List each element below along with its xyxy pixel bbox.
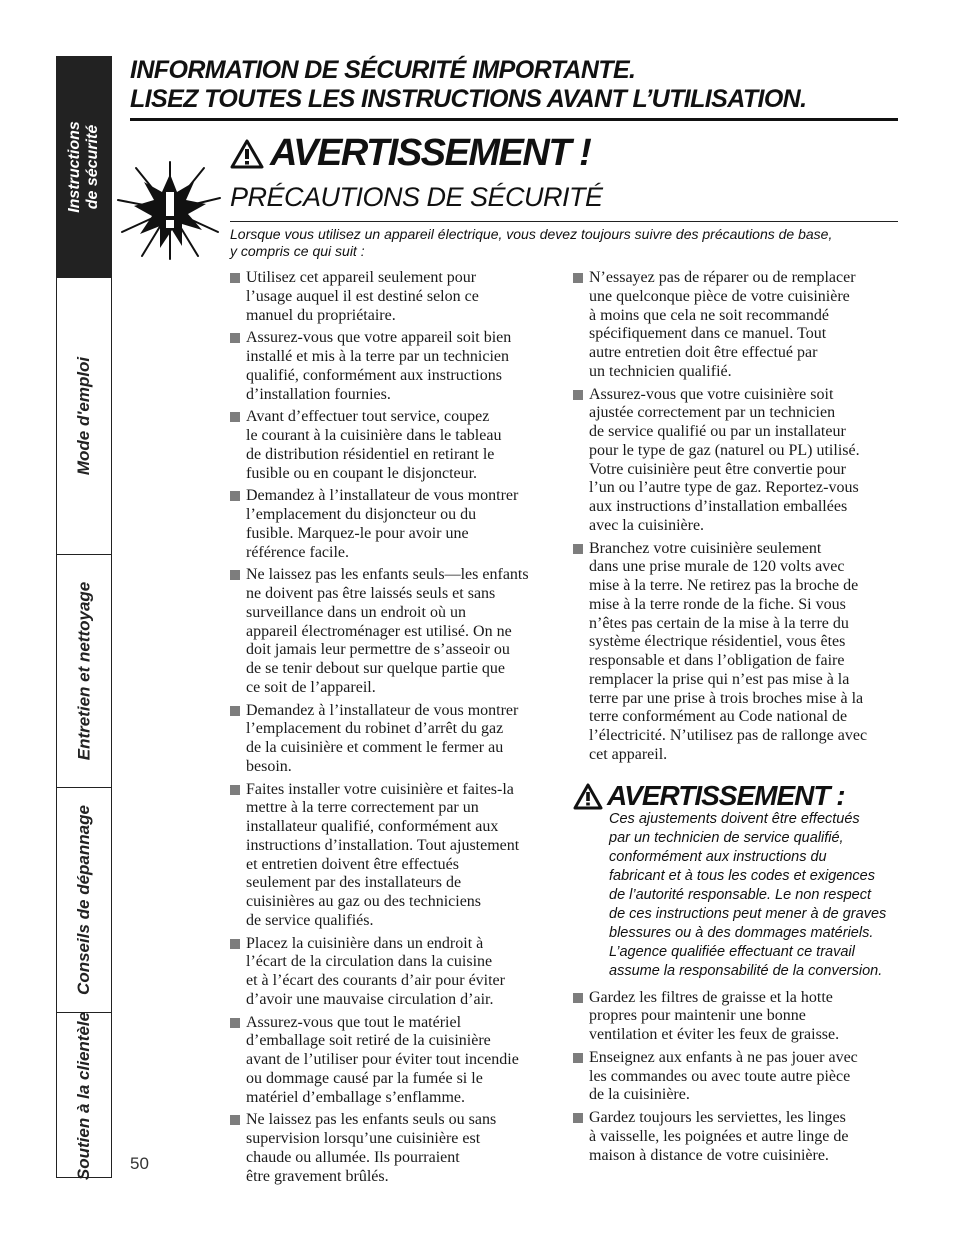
list-item-line: doit jamais leur permettre de s’asseoir ou — [246, 641, 510, 659]
list-item-line: Enseignez aux enfants à ne pas jouer avec — [589, 1048, 858, 1066]
subtitle-divider — [230, 221, 898, 222]
list-item-line: aux instructions d’installation emballées — [589, 498, 848, 515]
header-line-1: INFORMATION DE SÉCURITÉ IMPORTANTE. — [130, 56, 636, 84]
list-item-line: appareil électroménager est utilisé. On ne — [246, 622, 512, 640]
tab-soutien-a-la-clientele[interactable] — [57, 1013, 111, 1179]
list-item-line: Demandez à l’installateur de vous montrer — [246, 487, 519, 505]
inner-warning-line: Ces ajustements doivent être effectués — [609, 810, 860, 827]
square-bullet-icon — [230, 785, 240, 795]
list-item — [573, 386, 899, 536]
list-item-line: installé et mis à la terre par un technicien — [246, 348, 509, 365]
inner-warning-line: conformément aux instructions du — [609, 848, 827, 865]
warning-subtitle: PRÉCAUTIONS DE SÉCURITÉ — [230, 182, 603, 212]
list-item-line: Utilisez cet appareil seulement pour — [246, 269, 477, 286]
square-bullet-icon — [230, 333, 240, 343]
list-item-line: autre entretien doit être effectué par — [589, 344, 818, 361]
square-bullet-icon — [230, 939, 240, 949]
list-item — [230, 487, 552, 562]
exclamation-burst-icon — [116, 160, 224, 260]
list-item-line: être gravement brûlés. — [246, 1167, 389, 1185]
inner-warning-line: assume la responsabilité de la conversion. — [609, 962, 883, 979]
list-item-line: le courant à la cuisinière dans le tableau — [246, 427, 502, 444]
list-item-line: remplacer la prise qui n’est pas mise à la — [589, 670, 850, 688]
square-bullet-icon — [230, 491, 240, 501]
list-item-line: Ne laissez pas les enfants seuls ou sans — [246, 1111, 497, 1129]
list-item — [573, 1049, 899, 1105]
list-item-line: matériel d’emballage s’enflamme. — [246, 1088, 466, 1106]
tab-label: Instructions de sécurité — [66, 121, 101, 213]
page-header — [130, 56, 806, 114]
tab-instructions-de-securite[interactable] — [57, 57, 111, 278]
warning-title — [230, 132, 590, 175]
list-item-line: Avant d’effectuer tout service, coupez — [246, 408, 490, 426]
list-item-line: d’installation fournies. — [246, 385, 391, 403]
tab-entretien-et-nettoyage[interactable] — [57, 555, 111, 788]
list-item-line: Gardez les filtres de graisse et la hotte — [589, 988, 833, 1006]
list-item-line: installateur qualifié, conformément aux — [246, 818, 499, 835]
list-item-line: n’êtes pas certain de la mise à la terre du — [589, 614, 849, 632]
list-item-line: seulement par des installateurs de — [246, 874, 462, 892]
list-item-line: dans une prise murale de 120 volts avec — [589, 558, 845, 576]
inner-warning-title-text: AVERTISSEMENT : — [607, 779, 845, 811]
list-item — [230, 1111, 552, 1186]
tab-mode-emploi[interactable] — [57, 278, 111, 555]
list-item-line: terre conformément au Code national de — [589, 708, 848, 726]
list-item-line: d’emballage soit retiré de la cuisinière — [246, 1032, 491, 1050]
inner-warning-title — [573, 779, 899, 811]
list-item-line: l’emplacement du disjoncteur ou du — [246, 506, 477, 523]
square-bullet-icon — [573, 544, 583, 554]
list-item-line: un technicien qualifié. — [589, 362, 732, 380]
square-bullet-icon — [230, 412, 240, 422]
list-item — [573, 1109, 899, 1165]
list-item-line: ne doivent pas être laissés seuls et sans — [246, 585, 496, 602]
list-item — [230, 566, 552, 697]
list-item-line: besoin. — [246, 757, 292, 775]
tab-label: Entretien et nettoyage — [74, 581, 94, 761]
list-item — [230, 1014, 552, 1108]
safety-list-right — [573, 269, 899, 1169]
list-item-line: d’avoir une mauvaise circulation d’air. — [246, 990, 494, 1008]
header-divider — [130, 118, 898, 121]
list-item-line: Demandez à l’installateur de vous montrer — [246, 701, 519, 719]
list-item-line: mise à la terre ronde de la fiche. Si vous — [589, 595, 846, 613]
tab-conseils-de-depannage[interactable] — [57, 788, 111, 1013]
list-item-line: système électrique résidentiel, vous êtes — [589, 633, 846, 651]
list-item-line: cet appareil. — [589, 745, 668, 763]
list-item-line: avant de l’utiliser pour éviter tout incendie — [246, 1051, 519, 1068]
list-item-line: Gardez toujours les serviettes, les linges — [589, 1109, 846, 1126]
inner-warning-line: de ces instructions peut mener à de graves — [609, 905, 887, 922]
inner-warning-line: blessures ou à des dommages matériels. — [609, 924, 874, 941]
list-item-line: maison à distance de votre cuisinière. — [589, 1146, 829, 1164]
list-item-line: fusible. Marquez-le pour avoir une — [246, 524, 469, 542]
list-item — [230, 935, 552, 1010]
list-item-line: propres pour maintenir une bonne — [589, 1007, 806, 1025]
list-item — [573, 989, 899, 1045]
square-bullet-icon — [573, 1113, 583, 1123]
list-item — [230, 408, 552, 483]
list-item-line: l’un ou l’autre type de gaz. Reportez-vous — [589, 479, 859, 497]
tab-label: Mode d'emploi — [74, 356, 94, 476]
list-item-line: avec la cuisinière. — [589, 516, 705, 534]
list-item-line: spécifiquement dans ce manuel. Tout — [589, 325, 827, 343]
list-item-line: manuel du propriétaire. — [246, 306, 396, 324]
list-item-line: et à l’écart des courants d’air pour éviter — [246, 972, 505, 989]
list-item-line: supervision lorsqu’une cuisinière est — [246, 1130, 481, 1147]
list-item — [230, 702, 552, 777]
warning-triangle-icon — [230, 139, 264, 169]
list-item-line: qualifié, conformément aux instructions — [246, 366, 502, 384]
square-bullet-icon — [230, 1018, 240, 1028]
list-item — [573, 540, 899, 765]
list-item — [230, 269, 552, 325]
list-item-line: surveillance dans un endroit où un — [246, 603, 466, 621]
inner-warning-line: L’agence qualifiée effectuant ce travail — [609, 943, 855, 960]
inner-warning-line: par un technicien de service qualifié, — [609, 829, 844, 846]
list-item — [230, 329, 552, 404]
list-item-line: ventilation et éviter les feux de graisse. — [589, 1026, 840, 1043]
list-item-line: Assurez-vous que votre appareil soit bien — [246, 329, 512, 347]
list-item-line: de la cuisinière. — [589, 1086, 690, 1104]
list-item-line: Placez la cuisinière dans un endroit à — [246, 934, 484, 952]
tab-label: Conseils de dépannage — [74, 805, 94, 995]
intro-text: Lorsque vous utilisez un appareil électrique, vous devez toujours suivre des précautions de base, y compris ce qui suit : — [230, 226, 833, 259]
list-item-line: de distribution résidentiel en retirant le — [246, 445, 495, 463]
warning-title-text: AVERTISSEMENT ! — [270, 132, 591, 174]
square-bullet-icon — [573, 390, 583, 400]
list-item-line: de service qualifiés. — [246, 911, 374, 929]
list-item-line: l’électricité. N’utilisez pas de rallonge avec — [589, 727, 868, 744]
list-item-line: ajustée correctement par un technicien — [589, 404, 836, 422]
list-item — [230, 781, 552, 931]
list-item-line: fusible ou en coupant le disjoncteur. — [246, 464, 478, 482]
page-number: 50 — [130, 1154, 149, 1173]
list-item-line: ou dommage causé par la fumée si le — [246, 1069, 483, 1087]
list-item-line: à vaisselle, les poignées et autre linge de — [589, 1127, 849, 1145]
list-item-line: Ne laissez pas les enfants seuls—les enfants — [246, 566, 529, 584]
list-item-line: l’écart de la circulation dans la cuisine — [246, 953, 493, 971]
list-item-line: et entretien doivent être effectués — [246, 855, 459, 873]
list-item-line: une quelconque pièce de votre cuisinière — [589, 287, 850, 305]
inner-warning-line: fabricant et à tous les codes et exigences — [609, 867, 875, 884]
square-bullet-icon — [230, 273, 240, 283]
list-item-line: les commandes ou avec toute autre pièce — [589, 1067, 851, 1085]
list-item-line: pour le type de gaz (naturel ou PL) utilisé. — [589, 441, 860, 459]
square-bullet-icon — [573, 1053, 583, 1063]
list-item-line: Faites installer votre cuisinière et faites-la — [246, 780, 514, 798]
safety-list-left — [230, 269, 552, 1190]
list-item-line: N’essayez pas de réparer ou de remplacer — [589, 269, 856, 286]
list-item-line: Votre cuisinière peut être convertie pour — [589, 460, 846, 478]
inner-warning-text — [609, 810, 901, 981]
inner-warning-line: de l’autorité responsable. Le non respect — [609, 886, 871, 903]
list-item-line: de la cuisinière et comment le fermer au — [246, 739, 504, 756]
square-bullet-icon — [230, 1115, 240, 1125]
list-item-line: chaude ou allumée. Ils pourraient — [246, 1148, 460, 1166]
list-item-line: terre par une prise à trois broches mise à la — [589, 689, 864, 707]
list-item-line: instructions d’installation. Tout ajustement — [246, 836, 520, 854]
list-item-line: cuisinières au gaz ou des techniciens — [246, 893, 482, 910]
square-bullet-icon — [230, 570, 240, 580]
list-item-line: mise à la terre. Ne retirez pas la broche de — [589, 577, 859, 594]
list-item-line: de se tenir debout sur quelque partie que — [246, 660, 506, 677]
square-bullet-icon — [573, 993, 583, 1003]
list-item-line: référence facile. — [246, 543, 350, 561]
list-item-line: l’emplacement du robinet d’arrêt du gaz — [246, 720, 504, 738]
list-item-line: ce soit de l’appareil. — [246, 678, 376, 696]
list-item-line: responsable et dans l’obligation de faire — [589, 652, 845, 669]
list-item-line: mettre à la terre correctement par un — [246, 799, 479, 817]
square-bullet-icon — [230, 706, 240, 716]
square-bullet-icon — [573, 273, 583, 283]
section-tabs — [56, 56, 112, 1181]
list-item-line: Assurez-vous que tout le matériel — [246, 1013, 462, 1031]
list-item-line: à moins que cela ne soit recommandé — [589, 306, 829, 324]
list-item-line: Assurez-vous que votre cuisinière soit — [589, 385, 834, 403]
warning-triangle-icon — [573, 783, 603, 810]
tab-label: Soutien à la clientèle — [74, 1011, 94, 1181]
list-item-line: Branchez votre cuisinière seulement — [589, 539, 822, 557]
list-item — [573, 269, 899, 382]
list-item-line: l’usage auquel il est destiné selon ce — [246, 287, 479, 305]
list-item-line: de service qualifié ou par un installateur — [589, 423, 846, 440]
header-line-2: LISEZ TOUTES LES INSTRUCTIONS AVANT L’UTILISATION. — [130, 85, 807, 113]
